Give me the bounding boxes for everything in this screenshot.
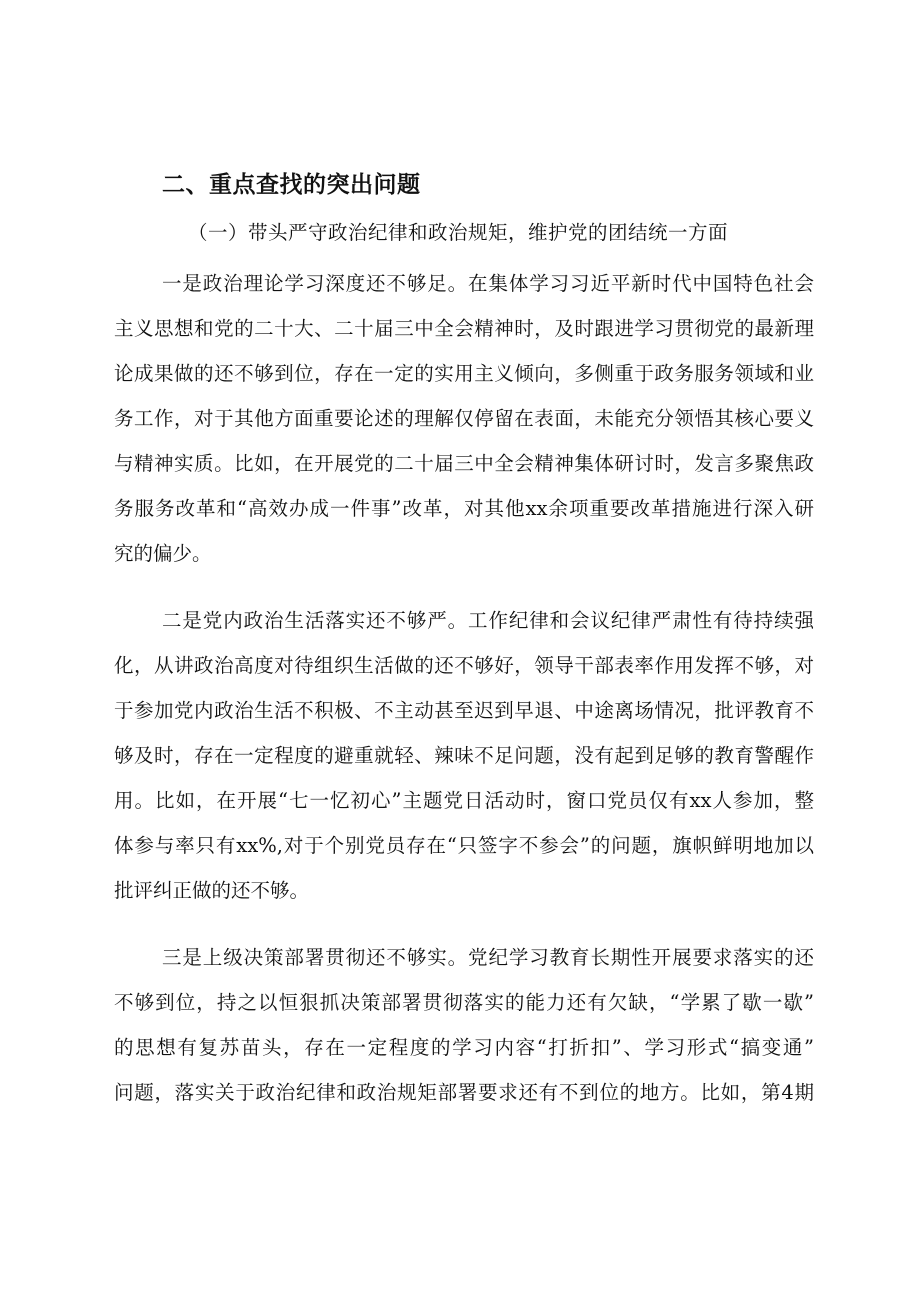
paragraph-line: 批评纠正做的还不够。	[114, 879, 310, 902]
paragraph-line: 二是党内政治生活落实还不够严。工作纪律和会议纪律严肃性有待持续强	[162, 609, 814, 632]
paragraph-line: 的思想有复苏苗头，存在一定程度的学习内容“打折扣”、学习形式“搞变通”	[114, 1036, 814, 1059]
section-heading: 二、重点查找的突出问题	[162, 172, 421, 198]
paragraph-line: 主义思想和党的二十大、二十届三中全会精神时，及时跟进学习贯彻党的最新理	[114, 317, 814, 340]
paragraph-line: 论成果做的还不够到位，存在一定的实用主义倾向，多侧重于政务服务领域和业	[114, 362, 814, 385]
paragraph-line: 不够到位，持之以恒狠抓决策部署贯彻落实的能力还有欠缺，“学累了歇一歇”	[114, 991, 814, 1014]
paragraph-line: 体参与率只有xx%,对于个别党员存在“只签字不参会”的问题，旗帜鲜明地加以	[114, 834, 814, 857]
paragraph-line: 务服务改革和“高效办成一件事”改革，对其他xx余项重要改革措施进行深入研	[114, 497, 814, 520]
paragraph-line: 一是政治理论学习深度还不够足。在集体学习习近平新时代中国特色社会	[162, 272, 814, 295]
paragraph-3	[114, 935, 814, 1115]
paragraph-line: 究的偏少。	[114, 542, 212, 565]
paragraph-2	[114, 598, 814, 913]
paragraph-1	[114, 261, 814, 576]
paragraph-line: 三是上级决策部署贯彻还不够实。党纪学习教育长期性开展要求落实的还	[162, 946, 814, 969]
paragraph-line: 够及时，存在一定程度的避重就轻、辣味不足问题，没有起到足够的教育警醒作	[114, 744, 814, 767]
paragraph-line: 务工作，对于其他方面重要论述的理解仅停留在表面，未能充分领悟其核心要义	[114, 407, 814, 430]
paragraph-line: 问题，落实关于政治纪律和政治规矩部署要求还有不到位的地方。比如，第4期	[114, 1081, 814, 1104]
subsection-heading: （一）带头严守政治纪律和政治规矩，维护党的团结统一方面	[188, 221, 729, 244]
paragraph-line: 化，从讲政治高度对待组织生活做的还不够好，领导干部表率作用发挥不够，对	[114, 654, 814, 677]
paragraph-line: 用。比如，在开展“七一忆初心”主题党日活动时，窗口党员仅有xx人参加，整	[114, 789, 814, 812]
paragraph-line: 于参加党内政治生活不积极、不主动甚至迟到早退、中途离场情况，批评教育不	[114, 699, 814, 722]
paragraph-line: 与精神实质。比如，在开展党的二十届三中全会精神集体研讨时，发言多聚焦政	[114, 452, 814, 475]
